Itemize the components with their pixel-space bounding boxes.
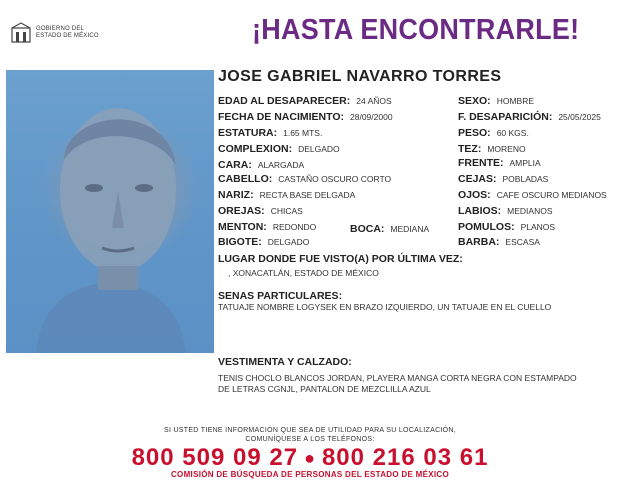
gov-line-2: ESTADO DE MÉXICO: [36, 33, 99, 39]
orejas-value: CHICAS: [270, 206, 303, 216]
field-pomulos: [458, 221, 555, 233]
labios-label: LABIOS:: [458, 205, 502, 217]
location-label: LUGAR DONDE FUE VISTO(A) POR ÚLTIMA VEZ:: [218, 253, 463, 265]
field-cara: [218, 159, 304, 171]
field-sexo: [458, 95, 534, 107]
menton-label: MENTON:: [218, 221, 267, 233]
clothing-label: VESTIMENTA Y CALZADO:: [218, 356, 352, 368]
commission-name: COMISIÓN DE BÚSQUEDA DE PERSONAS DEL ESTADO DE MÉXICO: [170, 470, 449, 479]
complexion-value: DELGADO: [298, 144, 340, 154]
field-menton: [218, 221, 316, 233]
cabello-label: CABELLO:: [218, 173, 273, 185]
bigote-label: BIGOTE:: [218, 236, 262, 248]
field-complexion: [218, 143, 340, 155]
field-barba: [458, 236, 540, 248]
nariz-value: RECTA BASE DELGADA: [259, 190, 356, 200]
portrait-silhouette: [6, 70, 214, 353]
info-line-1: SI USTED TIENE INFORMACIÓN QUE SEA DE UTILIDAD PARA SU LOCALIZACIÓN,: [163, 427, 457, 434]
complexion-label: COMPLEXION:: [218, 143, 293, 155]
ojos-label: OJOS:: [458, 189, 491, 201]
tez-label: TEZ:: [458, 143, 482, 155]
peso-value: 60 KGS.: [496, 128, 529, 138]
field-boca: [350, 223, 429, 235]
orejas-label: OREJAS:: [218, 205, 265, 217]
menton-value: REDONDO: [272, 222, 317, 232]
field-desaparicion: [458, 111, 601, 123]
field-edad: [218, 95, 392, 107]
field-estatura: [218, 127, 322, 139]
field-bigote: [218, 236, 309, 248]
phone-numbers: [0, 444, 620, 472]
field-orejas: [218, 205, 303, 217]
estatura-label: ESTATURA:: [218, 127, 278, 139]
location-value: , XONACATLÁN, ESTADO DE MÉXICO: [228, 268, 379, 278]
marks-label: SENAS PARTICULARES:: [218, 290, 343, 302]
nacimiento-value: 28/09/2000: [350, 112, 393, 122]
boca-label: BOCA:: [350, 223, 385, 235]
pomulos-label: POMULOS:: [458, 221, 515, 233]
desaparicion-value: 25/05/2025: [558, 112, 601, 122]
boca-value: MEDIANA: [390, 224, 430, 234]
clothing-value: TENIS CHOCLO BLANCOS JORDAN, PLAYERA MANGA CORTA NEGRA CON ESTAMPADO DE LETRAS CGNJL, PANTALON DE MEZCLILLA AZUL: [218, 373, 577, 394]
banner-title: ¡HASTA ENCONTRARLE!: [252, 14, 580, 46]
person-photo: [6, 70, 214, 353]
nacimiento-label: FECHA DE NACIMIENTO:: [218, 111, 344, 123]
marks-value: TATUAJE NOMBRE LOGYSEK EN BRAZO IZQUIERDO, UN TATUAJE EN EL CUELLO: [218, 302, 552, 312]
bigote-value: DELGADO: [267, 237, 310, 247]
barba-label: BARBA:: [458, 236, 500, 248]
bullet-icon: ●: [304, 448, 316, 469]
field-tez: [458, 143, 526, 155]
cabello-value: CASTAÑO OSCURO CORTO: [278, 174, 392, 184]
sexo-label: SEXO:: [458, 95, 491, 107]
barba-value: ESCASA: [505, 237, 540, 247]
frente-label: FRENTE:: [458, 157, 504, 169]
person-name: JOSE GABRIEL NAVARRO TORRES: [218, 68, 502, 85]
government-logo: [10, 22, 99, 44]
phone-1[interactable]: 800 509 09 27: [131, 444, 299, 471]
field-ojos: [458, 189, 607, 201]
ojos-value: CAFE OSCURO MEDIANOS: [496, 190, 607, 200]
phone-2[interactable]: 800 216 03 61: [321, 444, 489, 471]
state-seal-icon: [10, 22, 32, 44]
edad-label: EDAD AL DESAPARECER:: [218, 95, 351, 107]
cara-value: ALARGADA: [257, 160, 305, 170]
desaparicion-label: F. DESAPARICIÓN:: [458, 111, 553, 123]
field-frente: [458, 157, 541, 169]
info-line-2: COMUNÍQUESE A LOS TELÉFONOS:: [245, 436, 375, 443]
government-name: [36, 26, 99, 40]
cejas-value: POBLADAS: [502, 174, 549, 184]
field-peso: [458, 127, 529, 139]
tez-value: MORENO: [487, 144, 526, 154]
gov-line-1: GOBIERNO DEL: [36, 26, 85, 32]
pomulos-value: PLANOS: [520, 222, 556, 232]
edad-value: 24 AÑOS: [356, 96, 392, 106]
field-cabello: [218, 173, 391, 185]
nariz-label: NARIZ:: [218, 189, 254, 201]
labios-value: MEDIANOS: [507, 206, 553, 216]
field-nacimiento: [218, 111, 393, 123]
sexo-value: HOMBRE: [496, 96, 534, 106]
cara-label: CARA:: [218, 159, 252, 171]
field-cejas: [458, 173, 548, 185]
field-labios: [458, 205, 553, 217]
field-nariz: [218, 189, 355, 201]
frente-value: AMPLIA: [509, 158, 541, 168]
cejas-label: CEJAS:: [458, 173, 497, 185]
peso-label: PESO:: [458, 127, 491, 139]
estatura-value: 1.65 MTS.: [283, 128, 323, 138]
